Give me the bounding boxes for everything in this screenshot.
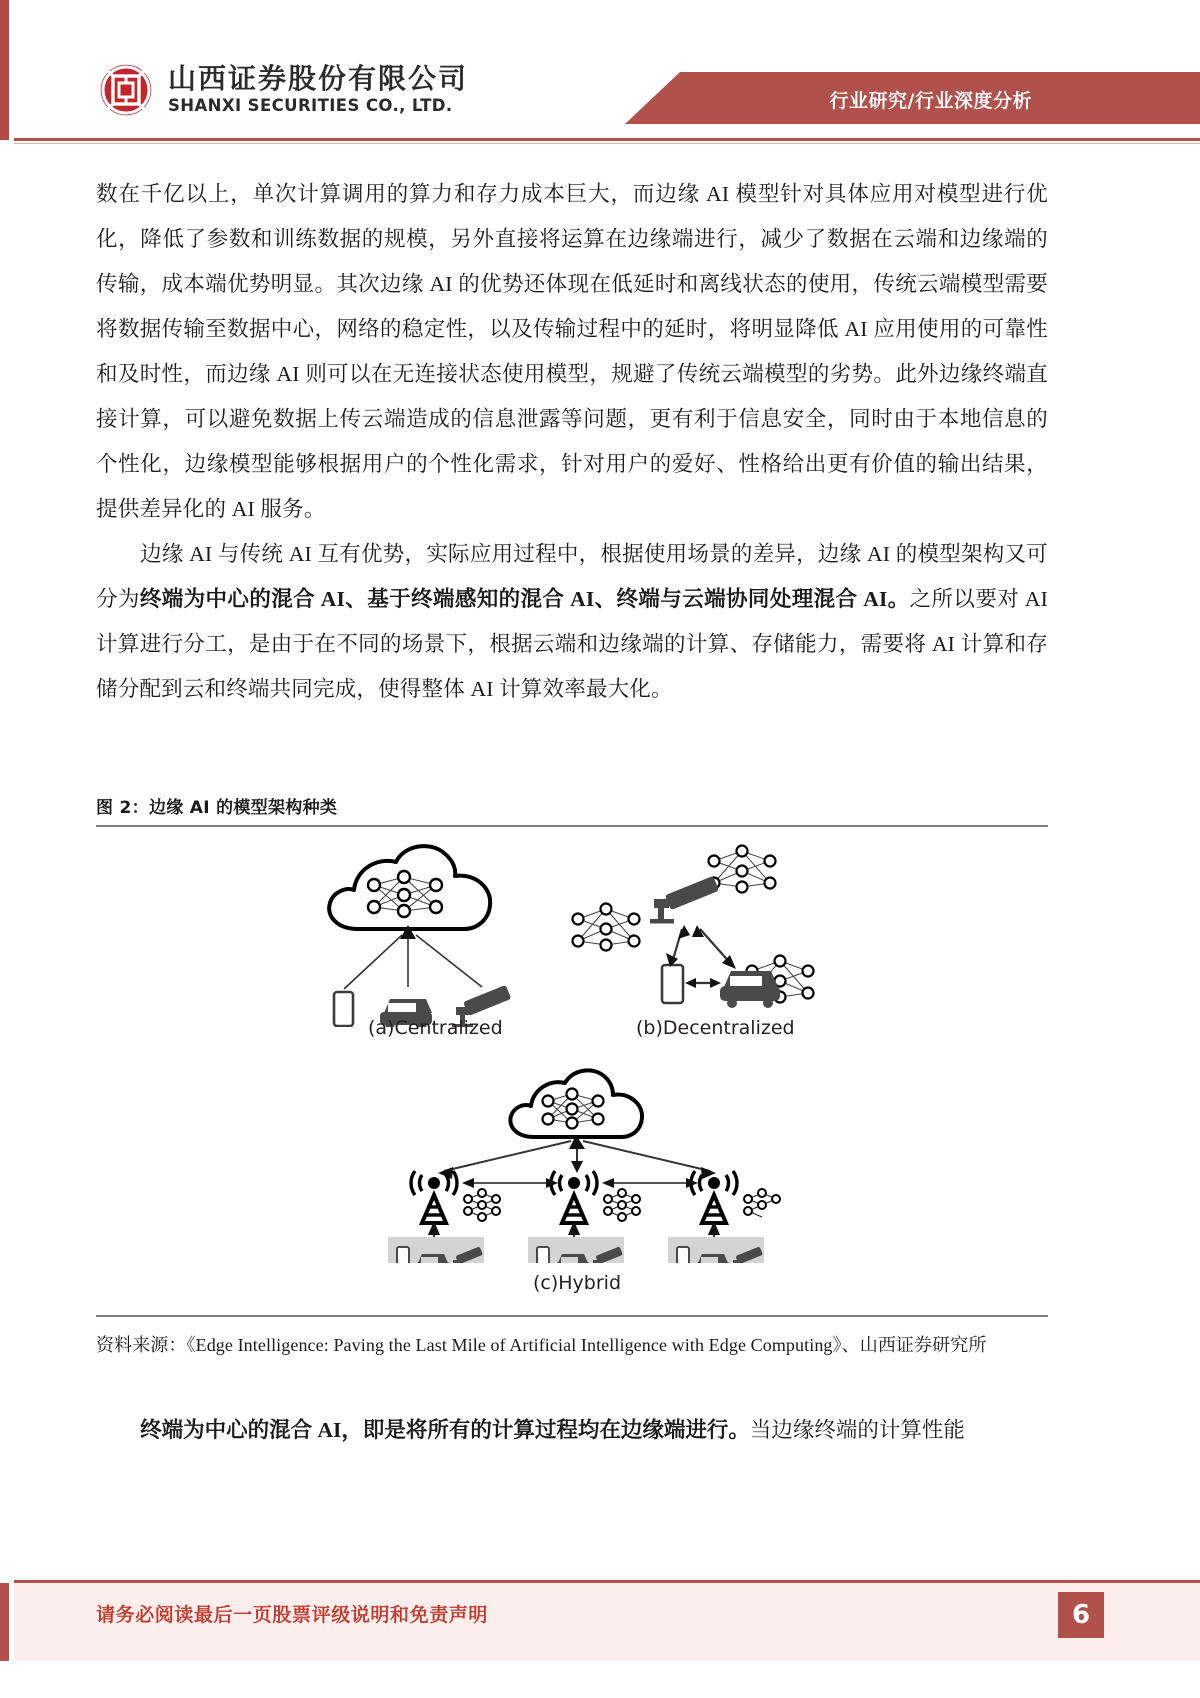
footer-left-rail: [0, 1583, 9, 1661]
figure-image-area: [96, 827, 1048, 1315]
figure-block: [96, 793, 1048, 1365]
paragraph-2-bold-terms: 终端为中心的混合 AI、基于终端感知的混合 AI、终端与云端协同处理混合 AI。: [139, 587, 910, 611]
diagram-centralized: [296, 837, 556, 1032]
header-divider-thin: [14, 143, 1200, 144]
closing-bold: 终端为中心的混合 AI，即是将所有的计算过程均在边缘端进行。: [140, 1418, 750, 1442]
paragraph-1: 数在千亿以上，单次计算调用的算力和存力成本巨大，而边缘 AI 模型针对具体应用对模型进行优化，降低了参数和训练数据的规模，另外直接将运算在边缘端进行，减少了数据在云端和边缘端的传输，成本端优势明显。其次边缘 AI 的优势还体现在低延时和离线状态的使用，传统云端模型需要将数据传输至数据中心，网络的稳定性，以及传输过程中的延时，将明显降低 AI 应用使用的可靠性和及时性，而边缘 AI 则可以在无连接状态使用模型，规避了传统云端模型的劣势。此外边缘终端直接计算，可以避免数据上传云端造成的信息泄露等问题，更有利于信息安全，同时由于本地信息的个性化，边缘模型能够根据用户的个性化需求，针对用户的爱好、性格给出更有价值的输出结果，提供差异化的 AI 服务。: [96, 182, 1048, 521]
diagram-decentralized: [566, 837, 846, 1032]
left-red-rail: [0, 0, 14, 1698]
closing-paragraph: [96, 1408, 1048, 1453]
paragraph-2: [96, 532, 1048, 712]
company-name-cn: 山西证券股份有限公司: [168, 62, 469, 96]
shanxi-securities-seal-icon: [98, 62, 154, 118]
company-name-en: SHANXI SECURITIES CO., LTD.: [168, 96, 453, 116]
figure-source: 资料来源：《Edge Intelligence: Paving the Last Mile of Artificial Intelligence with Edge Computing》、山西证券研究所: [96, 1335, 987, 1355]
closing-rest: 当边缘终端的计算性能: [749, 1418, 965, 1442]
document-body: [96, 172, 1048, 712]
paragraph-2-tail: 之所以要对 AI 计算进行分工，是由于在不同的场景下，根据云端和边缘端的计算、存储能力，需要将 AI 计算和存储分配到云和终端共同完成，使得整体 AI 计算效率最大化。: [96, 587, 1049, 701]
figure-sublabel-hybrid: (c)Hybrid: [533, 1272, 622, 1294]
page-header: [0, 0, 1200, 146]
figure-caption: 图 2：边缘 AI 的模型架构种类: [96, 798, 338, 818]
paragraph-2-lead: 边缘 AI 与传统 AI 互有优势，实际应用过程中，根据使用场景的差异，边缘 AI 的模型架构又可分为: [96, 542, 1048, 611]
company-logo: [98, 62, 468, 118]
header-banner-label: 行业研究/行业深度分析: [829, 90, 1032, 112]
figure-sublabel-decentralized: (b)Decentralized: [636, 1017, 795, 1039]
header-divider: [14, 138, 1200, 141]
footer-disclaimer: 请务必阅读最后一页股票评级说明和免责声明: [96, 1604, 489, 1626]
diagram-hybrid: [366, 1055, 786, 1268]
page-number-badge: 6: [1058, 1592, 1104, 1638]
figure-sublabel-centralized: (a)Centralized: [368, 1017, 503, 1039]
